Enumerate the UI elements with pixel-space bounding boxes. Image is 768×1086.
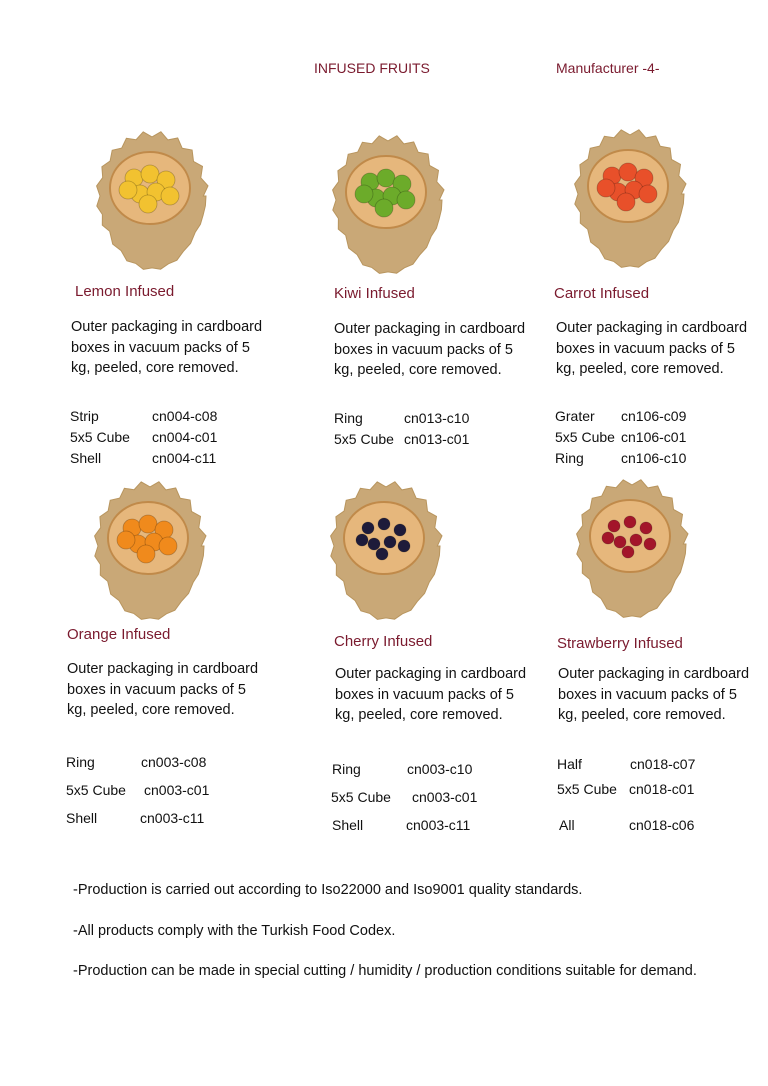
plate-illustration	[90, 478, 210, 628]
cut-label: Ring	[332, 761, 361, 777]
product-code: cn003-c11	[140, 810, 205, 826]
fruit-piece	[376, 548, 388, 560]
cut-label: 5x5 Cube	[70, 429, 130, 445]
plate-illustration	[92, 128, 212, 278]
product-code: cn004-c11	[152, 450, 217, 466]
fruit-piece	[355, 185, 373, 203]
fruit-piece	[398, 540, 410, 552]
product-description-kiwi: Outer packaging in cardboard boxes in vacuum packs of 5 kg, peeled, core removed.	[334, 321, 526, 378]
production-notes	[73, 880, 713, 1002]
product-code: cn003-c01	[412, 789, 478, 805]
strawberry-product-image	[572, 476, 692, 626]
product-code: cn004-c01	[152, 429, 218, 445]
cut-label: Ring	[66, 754, 95, 770]
orange-product-image	[90, 478, 210, 628]
product-name-orange: Orange Infused	[67, 626, 171, 643]
product-code: cn013-c10	[404, 410, 470, 426]
cut-label: 5x5 Cube	[331, 789, 391, 805]
cut-label: Shell	[70, 450, 102, 466]
cut-label: All	[559, 817, 575, 833]
note-special-conditions: -Production can be made in special cutting / humidity / production conditions suitable for demand.	[73, 963, 697, 979]
fruit-piece	[630, 534, 642, 546]
fruit-piece	[119, 181, 137, 199]
fruit-piece	[159, 537, 177, 555]
fruit-piece	[617, 193, 635, 211]
fruit-piece	[117, 531, 135, 549]
fruit-piece	[608, 520, 620, 532]
cut-label: Half	[557, 756, 582, 772]
product-code: cn003-c11	[406, 817, 471, 833]
fruit-piece	[397, 191, 415, 209]
fruit-piece	[375, 199, 393, 217]
fruit-piece	[356, 534, 368, 546]
product-description-strawberry: Outer packaging in cardboard boxes in vacuum packs of 5 kg, peeled, core removed.	[558, 666, 750, 723]
plate-illustration	[570, 126, 690, 276]
plate-illustration	[572, 476, 692, 626]
cut-label: Strip	[70, 408, 99, 424]
note-quality-standards: -Production is carried out according to Iso22000 and Iso9001 quality standards.	[73, 882, 583, 898]
fruit-piece	[644, 538, 656, 550]
product-name-strawberry: Strawberry Infused	[557, 635, 683, 652]
fruit-piece	[137, 545, 155, 563]
product-description-cherry: Outer packaging in cardboard boxes in vacuum packs of 5 kg, peeled, core removed.	[335, 666, 527, 723]
cut-label: 5x5 Cube	[334, 431, 394, 447]
fruit-piece	[139, 195, 157, 213]
product-code: cn004-c08	[152, 408, 218, 424]
cherry-product-image	[326, 478, 446, 628]
product-code: cn106-c09	[621, 408, 687, 424]
fruit-piece	[602, 532, 614, 544]
manufacturer-label: Manufacturer -4-	[556, 60, 660, 76]
product-code: cn106-c10	[621, 450, 687, 466]
product-code: cn106-c01	[621, 429, 687, 445]
product-code: cn018-c07	[630, 756, 696, 772]
product-name-cherry: Cherry Infused	[334, 633, 433, 650]
lemon-product-image	[92, 128, 212, 278]
carrot-product-image	[570, 126, 690, 276]
fruit-piece	[161, 187, 179, 205]
kiwi-product-image	[328, 132, 448, 282]
product-code: cn013-c01	[404, 431, 470, 447]
fruit-piece	[362, 522, 374, 534]
plate-illustration	[326, 478, 446, 628]
fruit-piece	[624, 516, 636, 528]
product-name-kiwi: Kiwi Infused	[334, 285, 415, 302]
note-food-codex: -All products comply with the Turkish Food Codex.	[73, 922, 396, 939]
cut-label: 5x5 Cube	[557, 781, 617, 797]
fruit-piece	[619, 163, 637, 181]
fruit-piece	[141, 165, 159, 183]
cut-label: 5x5 Cube	[66, 782, 126, 798]
fruit-piece	[614, 536, 626, 548]
product-code: cn003-c08	[141, 754, 207, 770]
fruit-piece	[639, 185, 657, 203]
fruit-piece	[368, 538, 380, 550]
cut-label: Ring	[334, 410, 363, 426]
fruit-piece	[394, 524, 406, 536]
fruit-piece	[377, 169, 395, 187]
cut-label: Grater	[555, 408, 595, 424]
fruit-piece	[384, 536, 396, 548]
fruit-piece	[640, 522, 652, 534]
product-code: cn018-c06	[629, 817, 695, 833]
fruit-piece	[597, 179, 615, 197]
product-code: cn003-c10	[407, 761, 473, 777]
product-description-lemon: Outer packaging in cardboard boxes in vacuum packs of 5 kg, peeled, core removed.	[71, 319, 263, 376]
cut-label: Shell	[66, 810, 98, 826]
fruit-piece	[378, 518, 390, 530]
cut-label: 5x5 Cube	[555, 429, 615, 445]
fruit-piece	[622, 546, 634, 558]
document-title: INFUSED FRUITS	[314, 60, 430, 76]
product-name-lemon: Lemon Infused	[75, 283, 175, 300]
product-code: cn003-c01	[144, 782, 210, 798]
plate-illustration	[328, 132, 448, 282]
product-code: cn018-c01	[629, 781, 695, 797]
fruit-piece	[139, 515, 157, 533]
cut-label: Shell	[332, 817, 364, 833]
product-name-carrot: Carrot Infused	[554, 285, 650, 302]
product-description-orange: Outer packaging in cardboard boxes in vacuum packs of 5 kg, peeled, core removed.	[67, 661, 259, 718]
product-description-carrot: Outer packaging in cardboard boxes in vacuum packs of 5 kg, peeled, core removed.	[556, 320, 748, 377]
cut-label: Ring	[555, 450, 584, 466]
